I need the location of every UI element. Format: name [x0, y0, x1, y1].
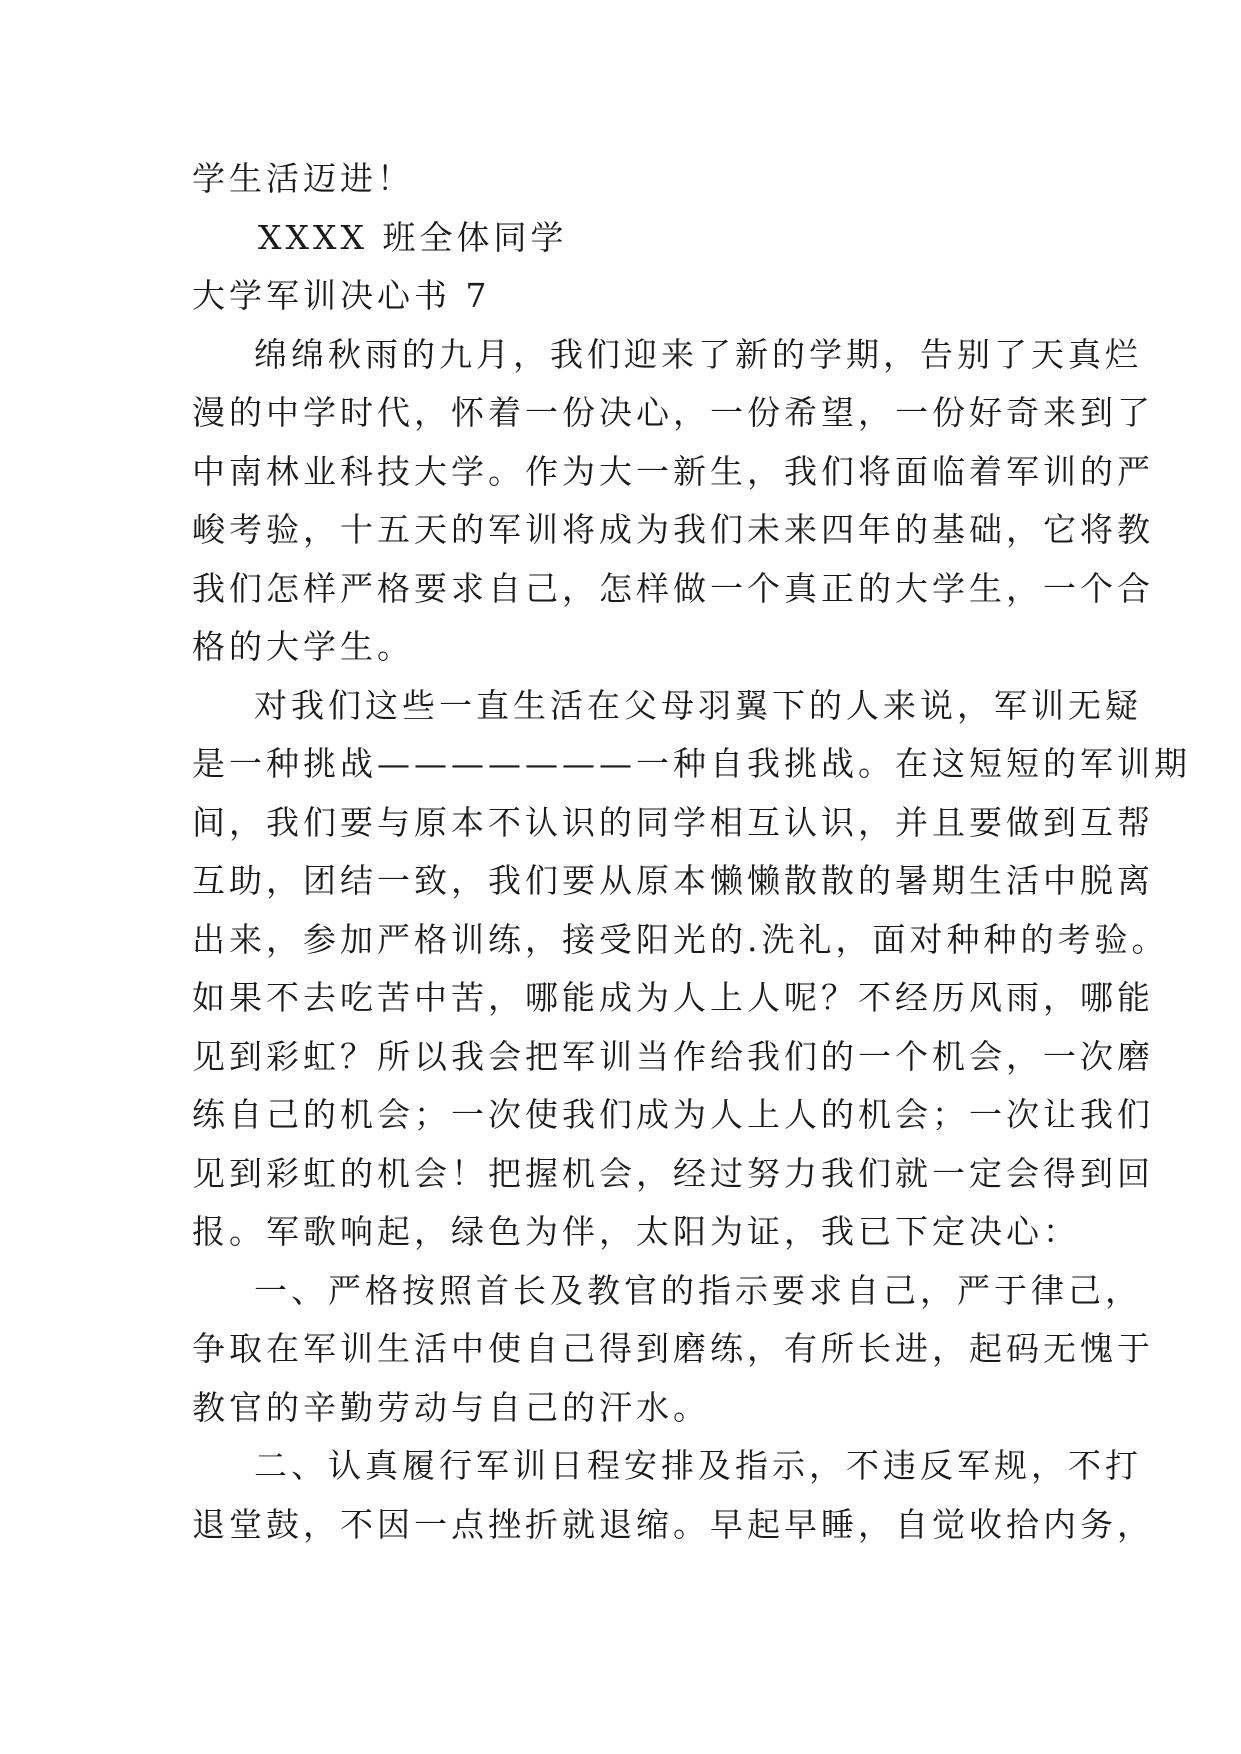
text-line: 峻考验，十五天的军训将成为我们未来四年的基础，它将教: [192, 510, 1154, 549]
text-line: 互助，团结一致，我们要从原本懒懒散散的暑期生活中脱离: [192, 861, 1154, 900]
text-line: 练自己的机会；一次使我们成为人上人的机会；一次让我们: [192, 1095, 1154, 1134]
text-line: 见到彩虹？所以我会把军训当作给我们的一个机会，一次磨: [192, 1036, 1154, 1076]
text-line: 漫的中学时代，怀着一份决心，一份希望，一份好奇来到了: [192, 393, 1154, 432]
text-line: 教官的辛勤劳动与自己的汗水。: [192, 1387, 710, 1427]
text-line: 是一种挑战———————一种自我挑战。在这短短的军训期: [192, 744, 1191, 783]
text-line: 如果不去吃苦中苦，哪能成为人上人呢？不经历风雨，哪能: [192, 978, 1154, 1017]
text-line: 中南林业科技大学。作为大一新生，我们将面临着军训的严: [192, 451, 1154, 491]
text-line: 争取在军训生活中使自己得到磨练，有所长进，起码无愧于: [192, 1329, 1154, 1368]
text-line: 见到彩虹的机会！把握机会，经过努力我们就一定会得到回: [192, 1153, 1154, 1193]
section-heading: 大学军训决心书 7: [192, 276, 491, 315]
document-body: [192, 150, 1191, 1554]
paragraph-first-line: 对我们这些一直生活在父母羽翼下的人来说，军训无疑: [254, 685, 1142, 725]
text-line: 我们怎样严格要求自己，怎样做一个真正的大学生，一个合: [192, 568, 1154, 608]
paragraph-first-line: 一、严格按照首长及教官的指示要求自己，严于律己，: [254, 1270, 1142, 1310]
signature-line: XXXX 班全体同学: [258, 217, 568, 257]
text-line: 间，我们要与原本不认识的同学相互认识，并且要做到互帮: [192, 802, 1154, 842]
text-line: 退堂鼓，不因一点挫折就退缩。早起早睡，自觉收拾内务，: [192, 1504, 1154, 1544]
paragraph-first-line: 二、认真履行军训日程安排及指示，不违反军规，不打: [254, 1446, 1142, 1485]
paragraph-first-line: 绵绵秋雨的九月，我们迎来了新的学期，告别了天真烂: [254, 334, 1142, 374]
text-line: 报。军歌响起，绿色为伴，太阳为证，我已下定决心：: [192, 1212, 1080, 1251]
text-line: 出来，参加严格训练，接受阳光的.洗礼，面对种种的考验。: [192, 919, 1169, 959]
text-line: 学生活迈进！: [192, 159, 414, 198]
text-line: 格的大学生。: [192, 627, 414, 666]
